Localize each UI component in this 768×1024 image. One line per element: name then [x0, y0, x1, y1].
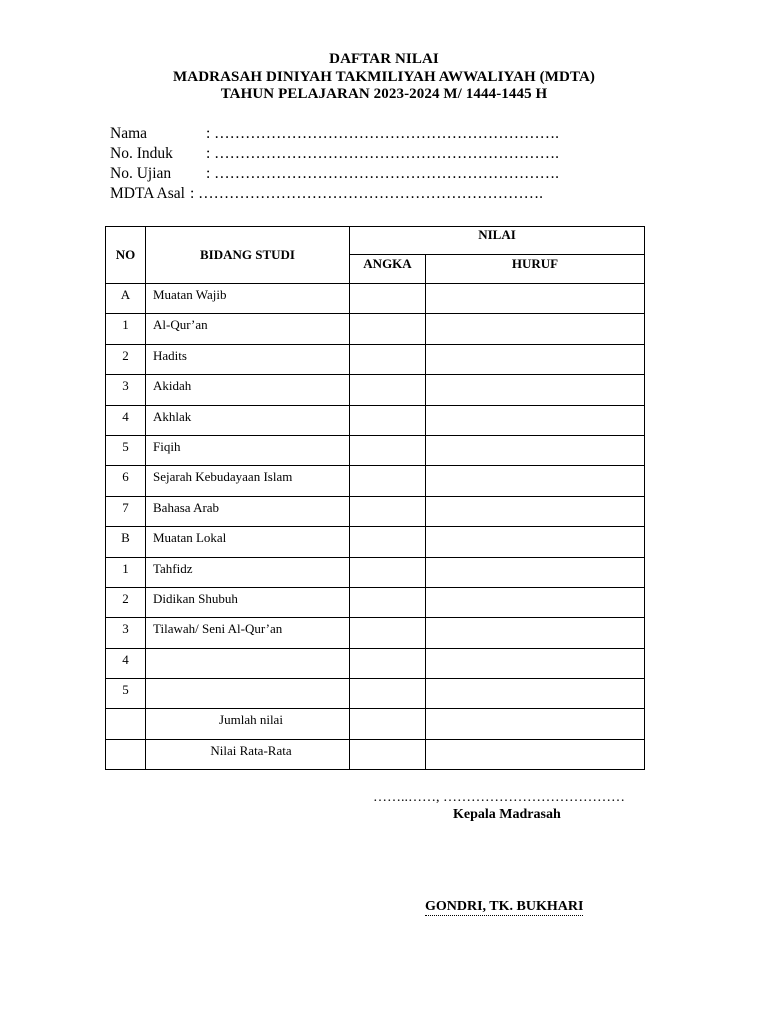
row-huruf-cell: [426, 496, 645, 526]
header-angka: [350, 255, 426, 284]
header-nilai: [350, 227, 645, 255]
table-row: [106, 375, 645, 405]
row-angka-cell: [350, 375, 426, 405]
row-angka-cell: [350, 618, 426, 648]
row-number-text: 6: [122, 469, 129, 485]
row-subject-text: Muatan Wajib: [153, 287, 227, 302]
table-row: [106, 587, 645, 617]
row-huruf-cell: [426, 344, 645, 374]
row-number: [106, 435, 146, 465]
document-header: [0, 51, 768, 104]
table-row: [106, 709, 645, 739]
header-angka-label: ANGKA: [363, 256, 412, 271]
school-name: MADRASAH DINIYAH TAKMILIYAH AWWALIYAH (MDTA): [173, 68, 595, 85]
table-row: [106, 496, 645, 526]
row-angka-cell: [350, 284, 426, 314]
row-huruf-cell: [426, 435, 645, 465]
info-label-mdta-asal: MDTA Asal: [110, 185, 185, 202]
row-number-text: 2: [122, 590, 129, 606]
row-subject: [146, 344, 350, 374]
row-number-text: 1: [122, 317, 129, 333]
row-number: [106, 679, 146, 709]
row-huruf-cell: [426, 587, 645, 617]
row-subject-text: Tahfidz: [153, 560, 193, 576]
row-subject-text: [153, 649, 349, 652]
row-number-text: 4: [122, 651, 129, 667]
signature-title: Kepala Madrasah: [453, 807, 561, 822]
table-row: [106, 618, 645, 648]
row-huruf-cell: [426, 739, 645, 769]
student-info: [110, 124, 559, 204]
signature-place-date: ……..……, …………………………………: [373, 790, 625, 805]
info-field-no-ujian: : ………………………………………………………….: [206, 165, 560, 182]
row-subject-text: Akhlak: [153, 408, 192, 424]
header-no: NO: [106, 227, 146, 284]
header-huruf: [426, 255, 645, 284]
row-subject: [146, 375, 350, 405]
table-row: [106, 527, 645, 557]
row-angka-cell: [350, 679, 426, 709]
row-number-text: 2: [122, 347, 129, 363]
row-subject: [146, 557, 350, 587]
row-number: [106, 344, 146, 374]
row-number-text: A: [120, 287, 131, 302]
row-number: [106, 405, 146, 435]
table-row: [106, 739, 645, 769]
row-subject-text: Tilawah/ Seni Al-Qur’an: [153, 621, 283, 637]
row-number-text: [106, 709, 145, 712]
row-angka-cell: [350, 344, 426, 374]
grades-table: [105, 226, 645, 770]
row-subject: [146, 587, 350, 617]
info-row-nama: [110, 124, 559, 144]
row-subject: [146, 284, 350, 314]
row-angka-cell: [350, 435, 426, 465]
row-huruf-cell: [426, 527, 645, 557]
info-field-nama: : ………………………………………………………….: [206, 125, 560, 142]
info-label-no-ujian: No. Ujian: [110, 165, 172, 182]
info-row-mdta-asal: [110, 184, 559, 204]
row-number-text: 5: [122, 682, 129, 698]
row-subject: [146, 405, 350, 435]
row-huruf-cell: [426, 284, 645, 314]
row-subject-text: Sejarah Kebudayaan Islam: [153, 469, 293, 485]
row-number: [106, 496, 146, 526]
table-row: [106, 344, 645, 374]
row-angka-cell: [350, 709, 426, 739]
row-number: [106, 375, 146, 405]
table-row: [106, 284, 645, 314]
row-angka-cell: [350, 587, 426, 617]
row-number-text: [106, 740, 145, 743]
row-number-text: 7: [122, 499, 129, 515]
row-number: [106, 527, 146, 557]
info-field-mdta-asal: : ………………………………………………………….: [189, 185, 544, 202]
row-huruf-cell: [426, 557, 645, 587]
row-subject-text: Akidah: [153, 378, 192, 394]
row-number-text: B: [121, 530, 130, 546]
table-row: [106, 557, 645, 587]
row-subject: [146, 679, 350, 709]
info-label-no-induk: No. Induk: [110, 145, 173, 162]
info-row-no-induk: [110, 144, 559, 164]
row-number: [106, 284, 146, 314]
row-number: [106, 709, 146, 739]
row-huruf-cell: [426, 466, 645, 496]
row-angka-cell: [350, 405, 426, 435]
row-huruf-cell: [426, 648, 645, 678]
table-row: [106, 648, 645, 678]
row-huruf-cell: [426, 679, 645, 709]
row-angka-cell: [350, 314, 426, 344]
row-number-text: 1: [122, 560, 129, 576]
signature-name: GONDRI, TK. BUKHARI: [425, 899, 584, 914]
row-number-text: 5: [122, 438, 129, 454]
row-number-text: 3: [122, 378, 129, 394]
table-row: [106, 314, 645, 344]
row-number: [106, 557, 146, 587]
row-angka-cell: [350, 557, 426, 587]
row-angka-cell: [350, 648, 426, 678]
row-huruf-cell: [426, 375, 645, 405]
row-subject-text: Jumlah nilai: [219, 712, 283, 728]
row-huruf-cell: [426, 314, 645, 344]
row-angka-cell: [350, 496, 426, 526]
row-huruf-cell: [426, 709, 645, 739]
row-number-text: 3: [122, 621, 129, 637]
row-huruf-cell: [426, 618, 645, 648]
row-number: [106, 739, 146, 769]
row-subject: [146, 739, 350, 769]
row-subject: [146, 648, 350, 678]
table-row: [106, 679, 645, 709]
row-angka-cell: [350, 739, 426, 769]
header-bidang-studi: BIDANG STUDI: [146, 227, 350, 284]
row-number: [106, 466, 146, 496]
row-subject: [146, 527, 350, 557]
header-nilai-label: NILAI: [478, 227, 516, 242]
row-number: [106, 314, 146, 344]
row-subject-text: Bahasa Arab: [153, 499, 220, 515]
row-subject-text: Hadits: [153, 347, 187, 363]
row-number-text: 4: [122, 408, 129, 424]
academic-year: TAHUN PELAJARAN 2023-2024 M/ 1444-1445 H: [220, 86, 548, 102]
row-angka-cell: [350, 466, 426, 496]
row-subject: [146, 466, 350, 496]
row-subject-text: Fiqih: [153, 438, 181, 454]
info-label-nama: Nama: [110, 125, 148, 142]
table-row: [106, 435, 645, 465]
info-row-no-ujian: [110, 164, 559, 184]
row-number: [106, 648, 146, 678]
table-row: [106, 405, 645, 435]
row-subject-text: Al-Qur’an: [153, 317, 208, 333]
row-subject: [146, 618, 350, 648]
row-subject: [146, 709, 350, 739]
info-field-no-induk: : ………………………………………………………….: [206, 145, 560, 162]
row-subject-text: Muatan Lokal: [153, 530, 227, 546]
header-huruf-label: HURUF: [511, 256, 559, 271]
row-number: [106, 587, 146, 617]
row-huruf-cell: [426, 405, 645, 435]
row-subject-text: Didikan Shubuh: [153, 590, 238, 606]
row-subject-text: [153, 679, 349, 682]
row-subject: [146, 435, 350, 465]
row-subject: [146, 496, 350, 526]
row-number: [106, 618, 146, 648]
row-angka-cell: [350, 527, 426, 557]
table-row: [106, 466, 645, 496]
grade-rows: [106, 284, 645, 770]
row-subject-text: Nilai Rata-Rata: [210, 742, 292, 758]
document-title: DAFTAR NILAI: [329, 51, 439, 67]
row-subject: [146, 314, 350, 344]
